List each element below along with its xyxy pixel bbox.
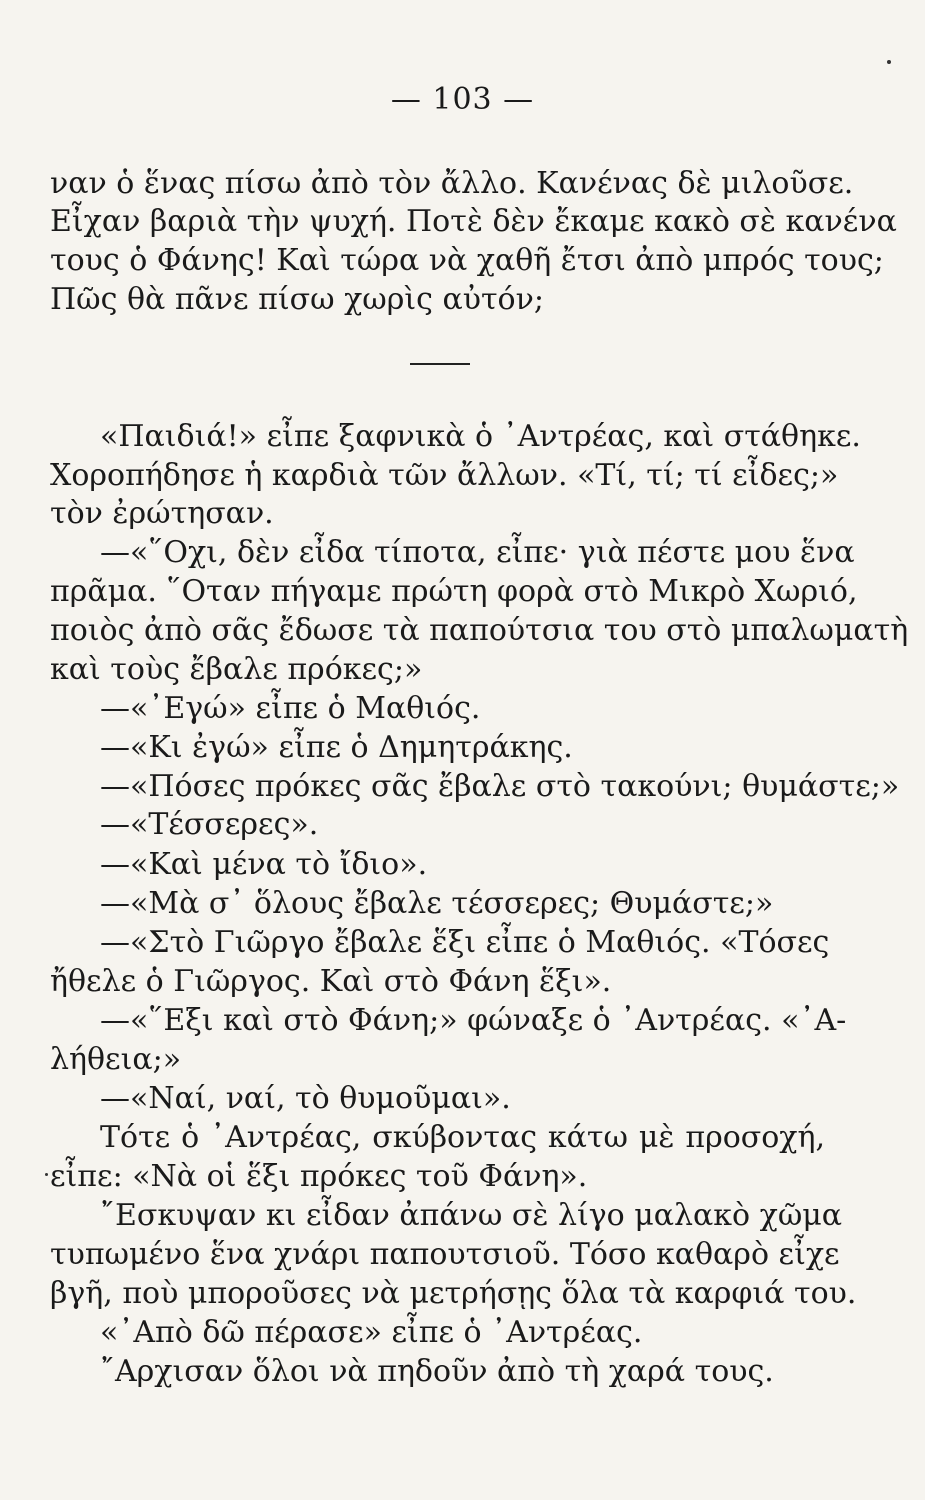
text-line: τους ὁ Φάνης! Καὶ τώρα νὰ χαθῆ ἔτσι ἀπὸ μπρός τους; xyxy=(50,243,884,278)
text-line: Χοροπήδησε ἡ καρδιὰ τῶν ἄλλων. «Τί, τί; τί εἶδες;» xyxy=(50,458,839,493)
ink-speck xyxy=(45,1173,48,1176)
text-line: —«῞Εξι καὶ στὸ Φάνη;» φώναξε ὁ ᾿Αντρέας. «᾿Α- xyxy=(100,1003,847,1038)
text-line: βγῆ, ποὺ μποροῦσες νὰ μετρήσῃς ὅλα τὰ καρφιά του. xyxy=(50,1276,857,1311)
text-line: Εἶχαν βαριὰ τὴν ψυχή. Ποτὲ δὲν ἔκαμε κακὸ σὲ κανένα xyxy=(50,204,897,239)
text-line: —«Πόσες πρόκες σᾶς ἔβαλε στὸ τακούνι; θυμάστε;» xyxy=(100,769,900,804)
text-line: —«῞Οχι, δὲν εἶδα τίποτα, εἶπε· γιὰ πέστε μου ἕνα xyxy=(100,535,855,570)
text-line: καὶ τοὺς ἔβαλε πρόκες;» xyxy=(50,652,423,687)
text-line: ῎Εσκυψαν κι εἶδαν ἀπάνω σὲ λίγο μαλακὸ χῶμα xyxy=(100,1198,843,1233)
text-line: Πῶς θὰ πᾶνε πίσω χωρὶς αὐτόν; xyxy=(50,282,544,317)
text-line: —«᾿Εγώ» εἶπε ὁ Μαθιός. xyxy=(100,691,481,726)
text-line: ῎Αρχισαν ὅλοι νὰ πηδοῦν ἀπὸ τὴ χαρά τους. xyxy=(100,1354,774,1389)
ink-speck xyxy=(887,60,891,64)
text-line: —«Καὶ μένα τὸ ἴδιο». xyxy=(100,847,428,882)
text-line: λήθεια;» xyxy=(50,1042,182,1077)
text-line: τὸν ἐρώτησαν. xyxy=(50,496,274,531)
text-line: «Παιδιά!» εἶπε ξαφνικὰ ὁ ᾿Αντρέας, καὶ στάθηκε. xyxy=(100,419,861,454)
text-line: —«Ναί, ναί, τὸ θυμοῦμαι». xyxy=(100,1081,511,1116)
text-line: «᾿Απὸ δῶ πέρασε» εἶπε ὁ ᾿Αντρέας. xyxy=(100,1315,643,1350)
text-line: πρᾶμα. ῞Οταν πήγαμε πρώτη φορὰ στὸ Μικρὸ Χωριό, xyxy=(50,574,858,609)
text-line: εἶπε: «Νὰ οἱ ἕξι πρόκες τοῦ Φάνη». xyxy=(50,1159,588,1194)
text-line: —«Στὸ Γιῶργο ἔβαλε ἕξι εἶπε ὁ Μαθιός. «Τόσες xyxy=(100,925,830,960)
text-line: Τότε ὁ ᾿Αντρέας, σκύβοντας κάτω μὲ προσοχή, xyxy=(100,1120,825,1155)
page-number: — 103 — xyxy=(390,82,535,117)
text-line: ποιὸς ἀπὸ σᾶς ἔδωσε τὰ παπούτσια του στὸ μπαλωματὴ xyxy=(50,613,909,648)
section-divider xyxy=(410,363,470,365)
text-line: ναν ὁ ἕνας πίσω ἀπὸ τὸν ἄλλο. Κανένας δὲ μιλοῦσε. xyxy=(50,166,854,201)
text-line: τυπωμένο ἕνα χνάρι παπουτσιοῦ. Τόσο καθαρὸ εἶχε xyxy=(50,1237,840,1272)
text-line: —«Μὰ σ᾿ ὅλους ἔβαλε τέσσερες; Θυμάστε;» xyxy=(100,886,774,921)
text-line: —«Κι ἐγώ» εἶπε ὁ Δημητράκης. xyxy=(100,730,573,765)
text-line: ἤθελε ὁ Γιῶργος. Καὶ στὸ Φάνη ἕξι». xyxy=(50,964,612,999)
text-line: —«Τέσσερες». xyxy=(100,807,319,842)
